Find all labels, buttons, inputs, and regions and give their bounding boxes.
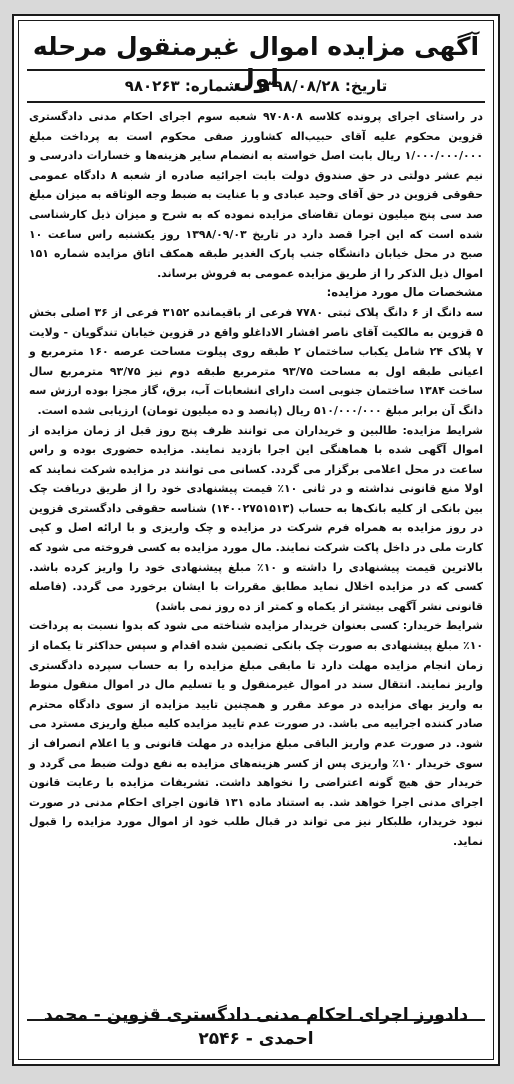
notice-dateline: تاریخ: ۱۳۹۸/۰۸/۲۸ - شماره: ۹۸۰۲۶۳ bbox=[124, 77, 388, 95]
specs-heading: مشخصات مال مورد مزایده: bbox=[326, 285, 483, 300]
title-divider bbox=[27, 69, 485, 71]
buyer-text: کسی بعنوان خریدار مزایده شناخته می شود که بدوا نسبت به پرداخت ۱۰٪ مبلغ پیشنهادی به صورت چک بانکی تضمین شده اقدام و سپس حداکثر تا یکماه از زمان انجام مزایده مهلت دارد تا مابقی مبلغ مزایده را به حساب سپرده دادگستری واریز نمایند. انتقال سند در اموال غیرمنقول و یا تسلیم مال در اموال منقول منوط به واریز بهای مزایده در موعد مقرر و همچنین تایید مزایده از سوی دادگاه محترم صادر کننده اجراییه می باشد. در صورت عدم تایید مزایده کلیه مبلغ واریزی مسترد می شود. در صورت عدم واریز الباقی مبلغ مزایده در مهلت قانونی و یا اعلام انصراف از سوی خریدار ۱۰٪ واریزی پس از کسر هزینه‌های مزایده به نفع دولت ضبط می گردد و خریدار حق هیچ گونه اعتراضی را نخواهد داشت. تشریفات مزایده با رعایت قانون اجرای مدنی اجرا خواهد شد. به استناد ماده ۱۳۱ قانون اجرای احکام مدنی در صورت نبود خریدار، طلبکار نیز می تواند در قبال طلب خود از اموال مورد مزایده را قبول نماید. bbox=[29, 619, 483, 848]
notice-footer: دادورز اجرای احکام مدنی دادگستری قزوین - محمد احمدی - ۲۵۴۶ bbox=[43, 1005, 469, 1049]
terms-paragraph bbox=[29, 421, 483, 617]
dateline-divider bbox=[27, 101, 485, 103]
notice-frame bbox=[12, 14, 500, 1066]
notice-title: آگهی مزایده اموال غیرمنقول مرحله اول bbox=[32, 32, 480, 93]
terms-label: شرایط مزایده: bbox=[402, 423, 483, 437]
notice-body bbox=[29, 107, 483, 852]
notice-content bbox=[18, 20, 494, 1060]
terms-text: طالبین و خریداران می توانند ظرف پنج روز قبل از زمان مزایده از اموال آگهی شده با هماهنگی این اجرا بازدید نمایند. مزایده حضوری بوده و راس ساعت در محل اعلامی برگزار می گردد. کسانی می توانند در مزایده شرکت نمایند که اولا منع قانونی نداشته و در ثانی ۱۰٪ قیمت پیشنهادی خود را از طریق دریافت چک بین بانکی از کلیه بانک‌ها به حساب (۱۴۰۰۲۷۵۱۵۱۳) شناسه حقوقی دادگستری قزوین در روز مزایده به همراه فرم شرکت در مزایده و چک واریزی و با ارائه اصل و کپی کارت ملی در داخل پاکت شرکت نمایند. مال مورد مزایده به کسی فروخته می شود که بالاترین قیمت پیشنهادی را داشته و ۱۰٪ مبلغ پیشنهادی خود را واریز کرده باشد. کسی که در مزایده اخلال نماید مطابق مقررات با ایشان برخورد می گردد. (فاصله قانونی نشر آگهی بیشتر از یکماه و کمتر از ده روز نمی باشد) bbox=[29, 423, 483, 613]
buyer-label: شرایط خریدار: bbox=[402, 619, 483, 633]
intro-paragraph: در راستای اجرای پرونده کلاسه ۹۷۰۸۰۸ شعبه سوم اجرای احکام مدنی دادگستری قزوین محکوم علیه آقای حبیب‌اله کشاورز صفی محکوم است به پرداخت مبلغ ۱/۰۰۰/۰۰۰/۰۰۰ ریال بابت اصل خواسته به انضمام سایر هزینه‌ها و خسارات دادرسی و نیم عشر دولتی در حق صندوق دولت بابت اجرائیه صادره از شعبه ۸ دادگاه عمومی حقوقی قزوین در حق آقای وحید عبادی و با عنایت به ضبط وجه الوثاقه به میزان مبلغ صد سی پنج میلیون تومان تقاضای مزایده نموده که به شرح و میزان ذیل کارشناسی شده است که این اجرا قصد دارد در تاریخ ۱۳۹۸/۰۹/۰۳ روز یکشنبه راس ساعت ۱۰ صبح در محل خیابان دانشگاه جنب پارک الغدیر طبقه همکف اتاق مزایده شماره ۱۵۱ اموال ذیل الذکر را از طریق مزایده عمومی به فروش برساند. bbox=[29, 110, 483, 280]
buyer-paragraph bbox=[29, 616, 483, 851]
specs-paragraph: سه دانگ از ۶ دانگ پلاک ثبتی ۷۷۸۰ فرعی از باقیمانده ۳۱۵۲ فرعی از ۳۶ اصلی بخش ۵ قزوین به مالکیت آقای ناصر افشار الاداغلو واقع در قزوین خیابان تندگویان - ولایت ۷ پلاک ۲۴ شامل یکباب ساختمان ۲ طبقه روی پیلوت مساحت عرصه ۱۶۰ مترمربع و اعیانی طبقه اول به مساحت ۹۳/۷۵ مترمربع طبقه دوم نیز ۹۳/۷۵ مترمربع سال ساخت ۱۳۸۴ ساختمان جنوبی است دارای انشعابات آب، برق، گاز مجزا بوده ارزش سه دانگ آن برابر مبلغ ۵۱۰/۰۰۰/۰۰۰ ریال (پانصد و ده میلیون تومان) ارزیابی شده است. bbox=[29, 305, 483, 417]
